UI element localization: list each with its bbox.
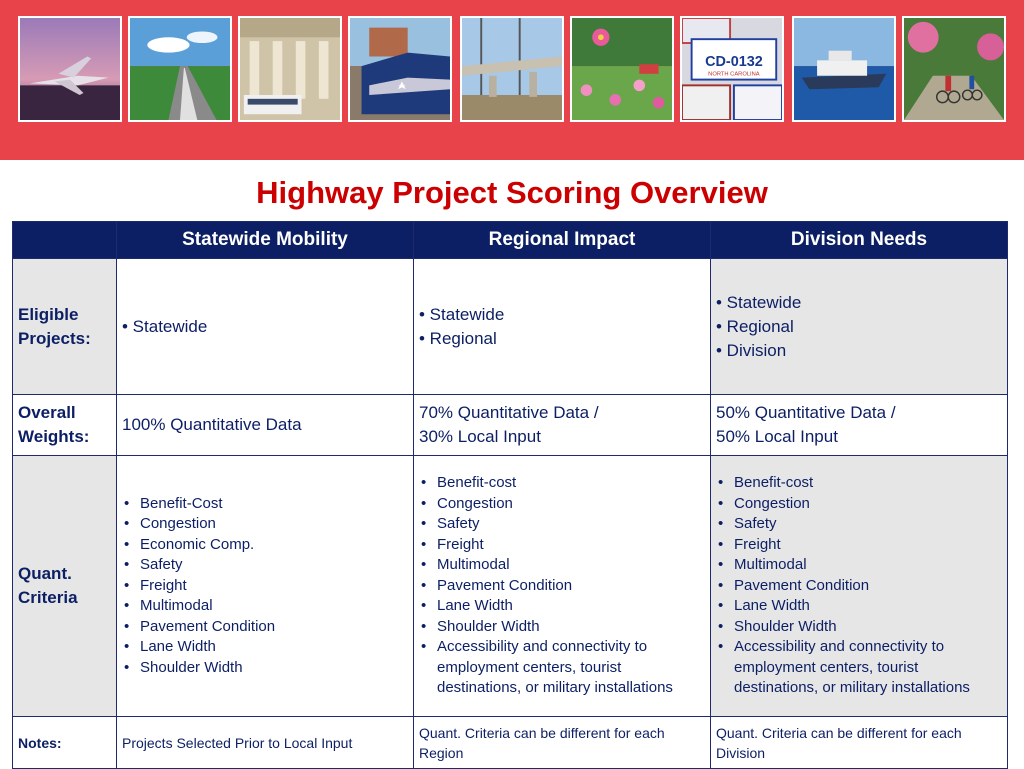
list-item: • Division xyxy=(716,340,787,360)
header-row xyxy=(13,222,1008,259)
criteria-division-list xyxy=(716,473,1002,699)
list-item: • Benefit-Cost xyxy=(122,494,408,515)
ferry-photo xyxy=(792,16,896,122)
list-item: • Accessibility and connectivity to employment centers, tourist destinations, or military installations xyxy=(419,637,705,699)
list-item: • Lane Width xyxy=(122,637,408,658)
notes-row xyxy=(13,717,1008,769)
quant-criteria-label xyxy=(13,456,117,717)
list-item: • Congestion xyxy=(419,494,705,515)
weights-regional-line1: 70% Quantitative Data / xyxy=(419,403,599,422)
list-item: • Safety xyxy=(122,555,408,576)
notes-division-cell: Quant. Criteria can be different for each Division xyxy=(711,717,1008,769)
list-item: • Statewide xyxy=(716,292,802,312)
list-item: • Pavement Condition xyxy=(716,576,1002,597)
weights-regional-line2: 30% Local Input xyxy=(419,427,541,446)
list-item: • Freight xyxy=(419,535,705,556)
list-item: • Statewide xyxy=(122,316,208,336)
weights-division-line2: 50% Local Input xyxy=(716,427,838,446)
quant-criteria-label-text: Quant. Criteria xyxy=(18,564,78,607)
weights-division-line1: 50% Quantitative Data / xyxy=(716,403,896,422)
list-item: • Freight xyxy=(716,535,1002,556)
criteria-statewide-list xyxy=(122,494,408,679)
eligible-statewide-cell xyxy=(117,259,414,395)
list-item: • Multimodal xyxy=(716,555,1002,576)
list-item: • Multimodal xyxy=(419,555,705,576)
header-division-needs: Division Needs xyxy=(711,222,1008,259)
list-item: • Benefit-cost xyxy=(716,473,1002,494)
eligible-projects-row xyxy=(13,259,1008,395)
eligible-regional-list xyxy=(419,303,705,351)
criteria-division-cell xyxy=(711,456,1008,717)
eligible-division-list xyxy=(716,291,1002,363)
header-regional-impact: Regional Impact xyxy=(414,222,711,259)
list-item: • Benefit-cost xyxy=(419,473,705,494)
quant-criteria-row xyxy=(13,456,1008,717)
notes-regional-cell: Quant. Criteria can be different for each Region xyxy=(414,717,711,769)
list-item: • Multimodal xyxy=(122,596,408,617)
weights-regional-cell xyxy=(414,395,711,456)
list-item: • Congestion xyxy=(716,494,1002,515)
eligible-projects-label xyxy=(13,259,117,395)
plate-number-text: CD-0132 xyxy=(705,54,763,71)
bus-station-photo xyxy=(238,16,342,122)
list-item: • Lane Width xyxy=(716,596,1002,617)
overall-weights-label xyxy=(13,395,117,456)
criteria-regional-cell xyxy=(414,456,711,717)
list-item: • Shoulder Width xyxy=(419,617,705,638)
weights-statewide-cell xyxy=(117,395,414,456)
list-item: • Regional xyxy=(419,328,497,348)
scoring-table xyxy=(12,221,1008,769)
weights-statewide-text: 100% Quantitative Data xyxy=(122,415,302,434)
list-item: • Lane Width xyxy=(419,596,705,617)
overall-weights-row xyxy=(13,395,1008,456)
header-statewide-mobility: Statewide Mobility xyxy=(117,222,414,259)
plate-state-text: NORTH CAROLINA xyxy=(708,71,760,78)
page-title: Highway Project Scoring Overview xyxy=(256,175,768,210)
train-photo xyxy=(348,16,452,122)
flowers-photo xyxy=(570,16,674,122)
notes-label: Notes: xyxy=(13,717,117,769)
weights-division-cell xyxy=(711,395,1008,456)
list-item: • Shoulder Width xyxy=(122,658,408,679)
list-item: • Pavement Condition xyxy=(419,576,705,597)
criteria-statewide-cell xyxy=(117,456,414,717)
notes-statewide-cell: Projects Selected Prior to Local Input xyxy=(117,717,414,769)
header-banner xyxy=(0,0,1024,160)
list-item: • Safety xyxy=(419,514,705,535)
overall-weights-label-text: Overall Weights: xyxy=(18,403,90,446)
list-item: • Statewide xyxy=(419,304,505,324)
list-item: • Economic Comp. xyxy=(122,535,408,556)
list-item: • Freight xyxy=(122,576,408,597)
eligible-statewide-list xyxy=(122,315,408,339)
list-item: • Regional xyxy=(716,316,794,336)
eligible-projects-label-text: Eligible Projects: xyxy=(18,304,91,348)
list-item: • Congestion xyxy=(122,514,408,535)
eligible-division-cell xyxy=(711,259,1008,395)
airplane-photo xyxy=(18,16,122,122)
cyclists-photo xyxy=(902,16,1006,122)
bridge-construction-photo xyxy=(460,16,564,122)
corner-header-cell xyxy=(13,222,117,259)
license-plates-photo xyxy=(680,16,784,122)
list-item: • Shoulder Width xyxy=(716,617,1002,638)
list-item: • Accessibility and connectivity to employment centers, tourist destinations, or military installations xyxy=(716,637,1002,699)
criteria-regional-list xyxy=(419,473,705,699)
list-item: • Pavement Condition xyxy=(122,617,408,638)
eligible-regional-cell xyxy=(414,259,711,395)
list-item: • Safety xyxy=(716,514,1002,535)
highway-photo xyxy=(128,16,232,122)
